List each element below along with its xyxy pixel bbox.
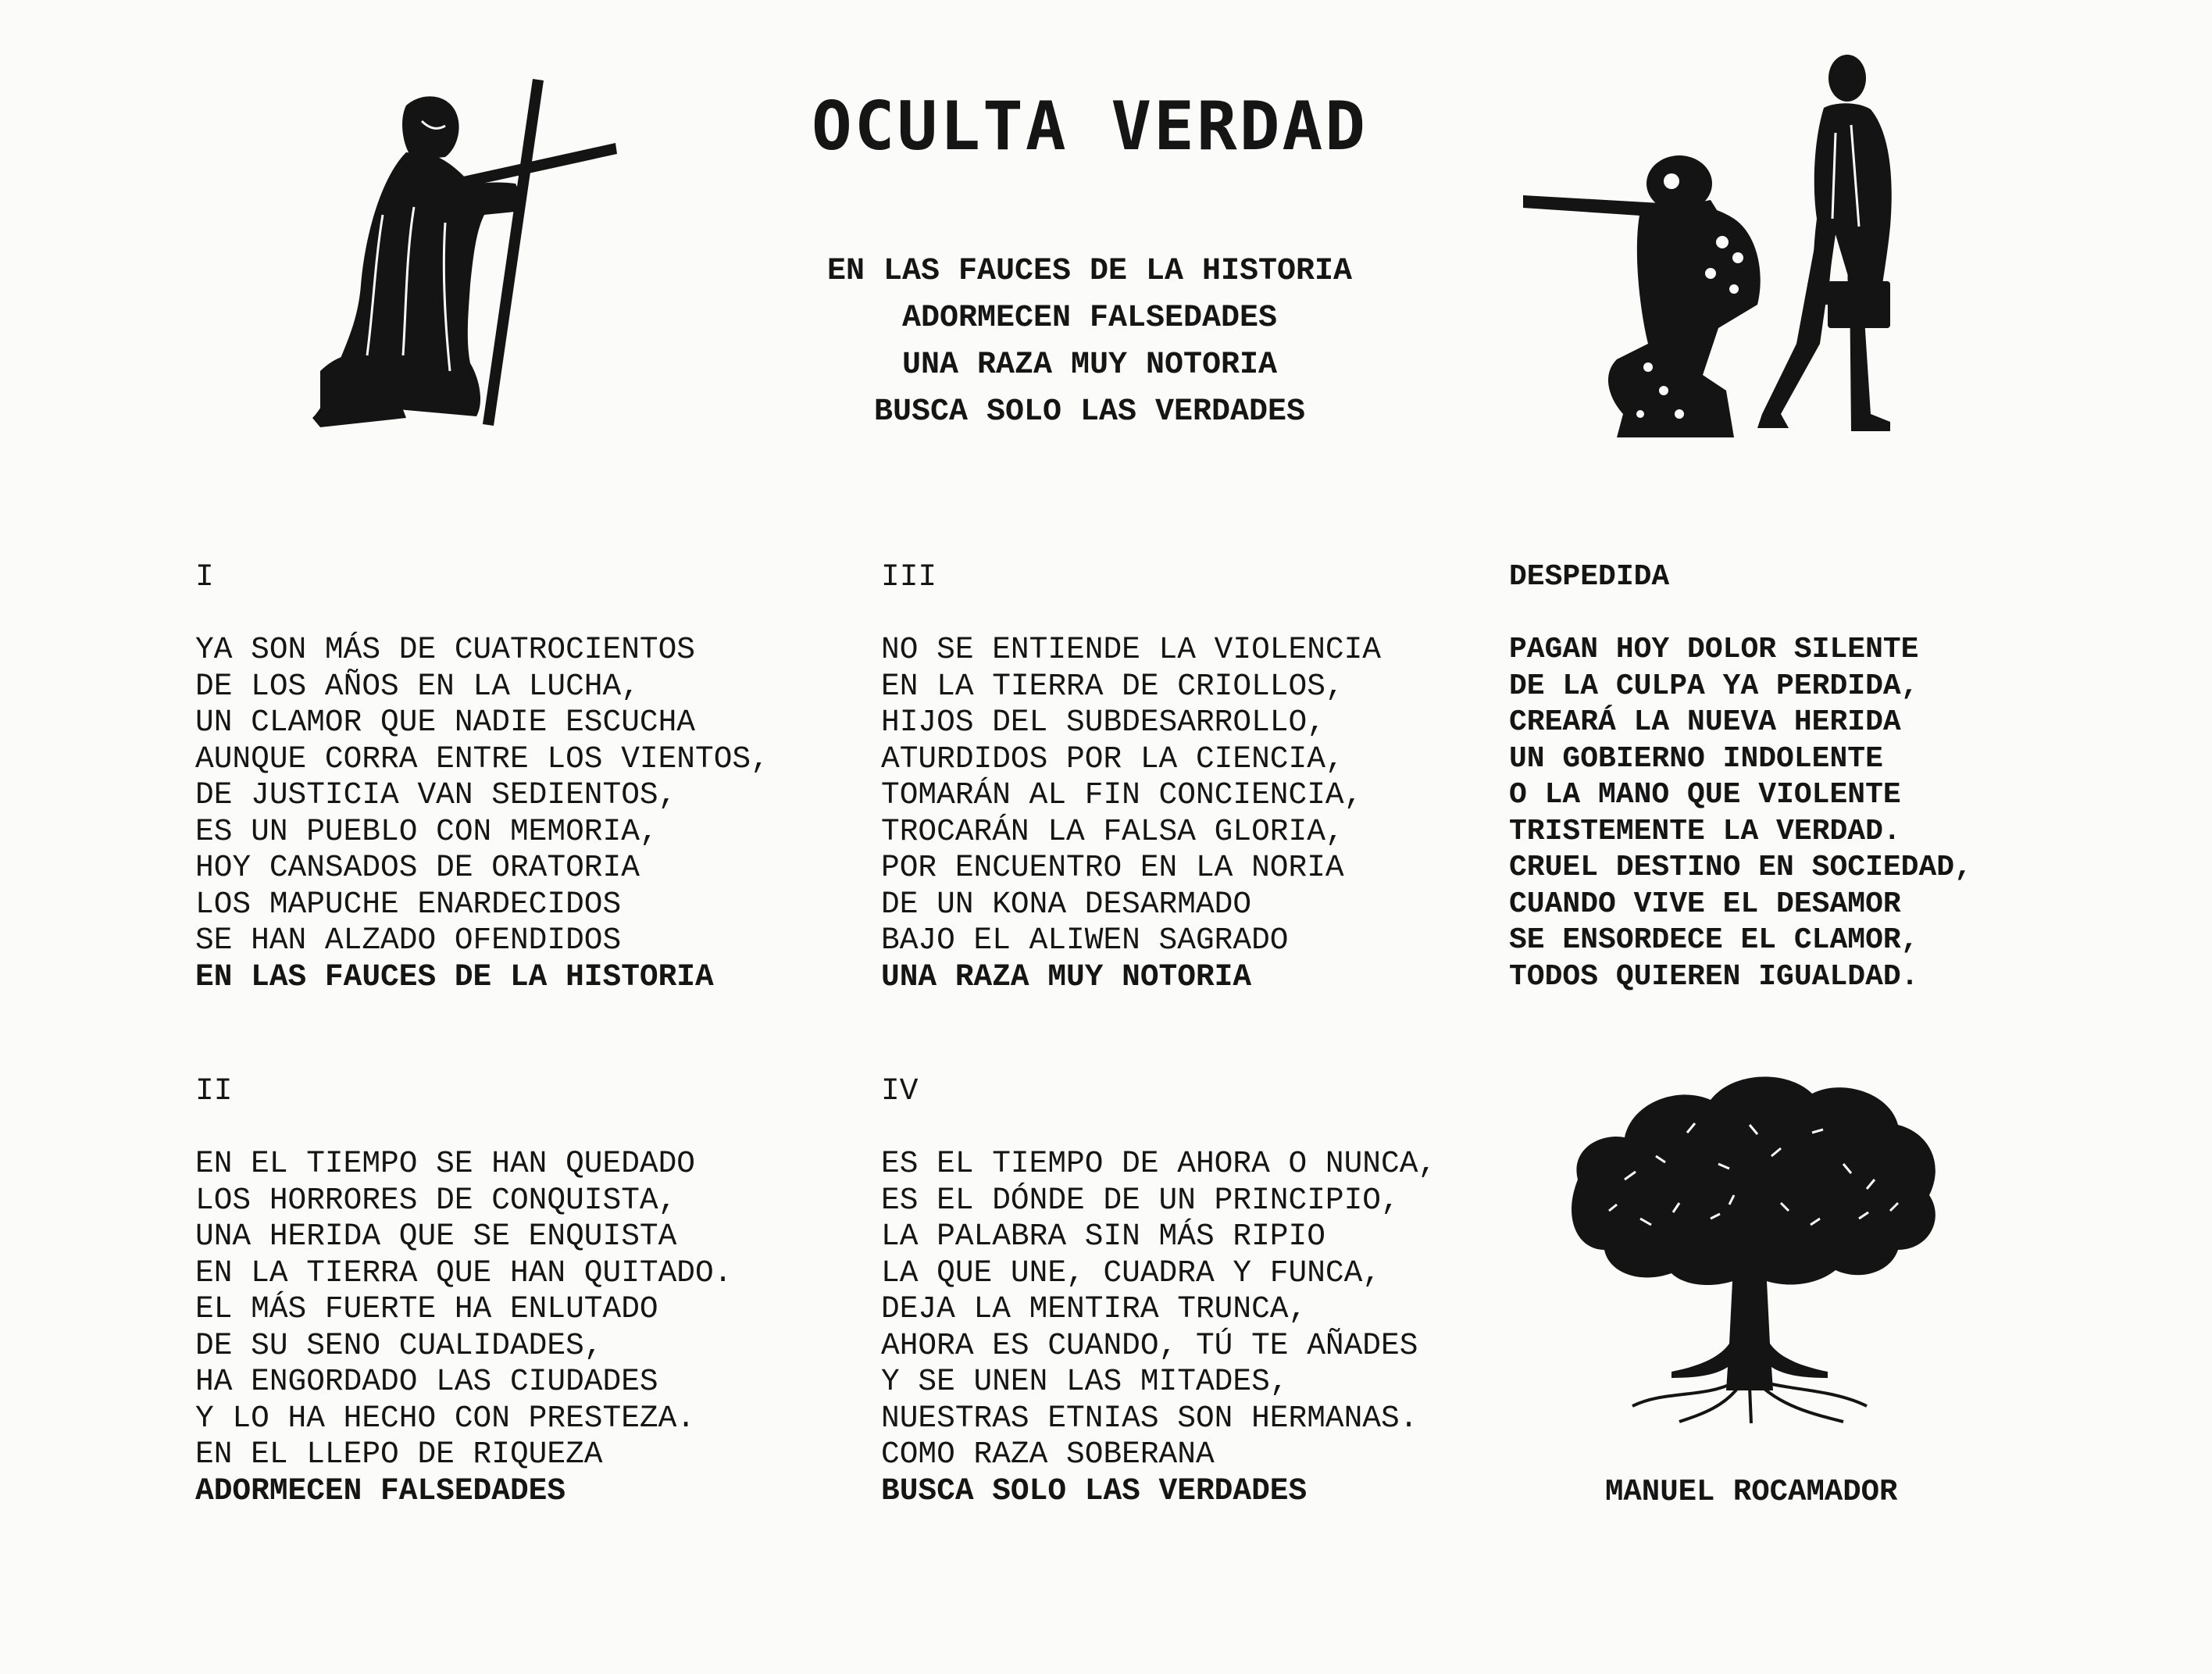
verse-line: NUESTRAS ETNIAS SON HERMANAS. <box>881 1400 1418 1436</box>
stanza-iii <box>881 559 1381 995</box>
verse-line: UN GOBIERNO INDOLENTE <box>1509 741 1883 776</box>
verse-line: EN EL LLEPO DE RIQUEZA <box>195 1437 603 1472</box>
refrain-line: BUSCA SOLO LAS VERDADES <box>881 1472 1308 1508</box>
verse-line: BAJO EL ALIWEN SAGRADO <box>881 923 1289 958</box>
verse-line: AUNQUE CORRA ENTRE LOS VIENTOS, <box>195 741 769 776</box>
verse-line: DEJA LA MENTIRA TRUNCA, <box>881 1291 1308 1326</box>
stanza-title: DESPEDIDA <box>1509 560 1670 594</box>
refrain-line: EN LAS FAUCES DE LA HISTORIA <box>195 958 714 994</box>
stanza-title: II <box>195 1073 233 1108</box>
verse-line: O LA MANO QUE VIOLENTE <box>1509 778 1901 812</box>
verse-line: ES EL TIEMPO DE AHORA O NUNCA, <box>881 1146 1437 1181</box>
verse-line: ES EL DÓNDE DE UN PRINCIPIO, <box>881 1182 1400 1218</box>
stanza-iv <box>881 1073 1436 1509</box>
verse-line: DE LA CULPA YA PERDIDA, <box>1509 669 1919 703</box>
verse-line: POR ENCUENTRO EN LA NORIA <box>881 850 1344 885</box>
verse-line: LOS HORRORES DE CONQUISTA, <box>195 1182 677 1218</box>
verse-line: COMO RAZA SOBERANA <box>881 1437 1215 1472</box>
stanza-title: III <box>881 559 937 594</box>
author-signature: MANUEL ROCAMADOR <box>1605 1475 1898 1509</box>
intro-line: EN LAS FAUCES DE LA HISTORIA <box>826 254 1353 289</box>
verse-line: ES UN PUEBLO CON MEMORIA, <box>195 813 658 849</box>
poem-title: OCULTA VERDAD <box>811 87 1368 166</box>
verse-line: LA PALABRA SIN MÁS RIPIO <box>881 1219 1325 1254</box>
verse-line: NO SE ENTIENDE LA VIOLENCIA <box>881 632 1382 667</box>
verse-line: LOS MAPUCHE ENARDECIDOS <box>195 886 622 922</box>
refrain-line: ADORMECEN FALSEDADES <box>195 1472 566 1508</box>
verse-line: PAGAN HOY DOLOR SILENTE <box>1509 633 1919 666</box>
verse-line: DE UN KONA DESARMADO <box>881 886 1252 922</box>
soldier-and-businessman-icon <box>1523 47 1929 445</box>
verse-line: DE LOS AÑOS EN LA LUCHA, <box>195 668 640 704</box>
verse-line: TOMARÁN AL FIN CONCIENCIA, <box>881 777 1363 812</box>
verse-line: YA SON MÁS DE CUATROCIENTOS <box>195 632 696 667</box>
verse-line: TRISTEMENTE LA VERDAD. <box>1509 814 1901 848</box>
verse-line: Y LO HA HECHO CON PRESTEZA. <box>195 1400 696 1436</box>
verse-line: EN LA TIERRA QUE HAN QUITADO. <box>195 1255 733 1290</box>
verse-line: CRUEL DESTINO EN SOCIEDAD, <box>1509 851 1972 884</box>
verse-line: SE ENSORDECE EL CLAMOR, <box>1509 923 1919 957</box>
verse-line: CREARÁ LA NUEVA HERIDA <box>1509 705 1901 739</box>
verse-line: HIJOS DEL SUBDESARROLLO, <box>881 705 1325 740</box>
verse-line: EN EL TIEMPO SE HAN QUEDADO <box>195 1146 696 1181</box>
intro-line: UNA RAZA MUY NOTORIA <box>901 348 1278 383</box>
intro-line: ADORMECEN FALSEDADES <box>901 301 1278 336</box>
verse-line: LA QUE UNE, CUADRA Y FUNCA, <box>881 1255 1382 1290</box>
verse-line: TROCARÁN LA FALSA GLORIA, <box>881 813 1344 849</box>
verse-line: EL MÁS FUERTE HA ENLUTADO <box>195 1291 658 1326</box>
stanza-despedida <box>1509 559 1972 995</box>
intro-quatrain <box>758 248 1422 436</box>
verse-line: UNA HERIDA QUE SE ENQUISTA <box>195 1219 677 1254</box>
verse-line: SE HAN ALZADO OFENDIDOS <box>195 923 622 958</box>
verse-line: HA ENGORDADO LAS CIUDADES <box>195 1364 658 1399</box>
verse-line: HOY CANSADOS DE ORATORIA <box>195 850 640 885</box>
stanza-title: I <box>195 559 214 594</box>
verse-line: TODOS QUIEREN IGUALDAD. <box>1509 959 1919 994</box>
verse-line: Y SE UNEN LAS MITADES, <box>881 1364 1289 1399</box>
verse-line: DE JUSTICIA VAN SEDIENTOS, <box>195 777 677 812</box>
refrain-line: UNA RAZA MUY NOTORIA <box>881 958 1252 994</box>
verse-line: DE SU SENO CUALIDADES, <box>195 1327 603 1363</box>
verse-line: CUANDO VIVE EL DESAMOR <box>1509 887 1901 921</box>
verse-line: UN CLAMOR QUE NADIE ESCUCHA <box>195 705 696 740</box>
verse-line: EN LA TIERRA DE CRIOLLOS, <box>881 668 1344 704</box>
tree-icon <box>1547 1062 1953 1430</box>
stanza-title: IV <box>881 1073 919 1108</box>
intro-line: BUSCA SOLO LAS VERDADES <box>873 394 1306 430</box>
stanza-i <box>195 559 769 995</box>
verse-line: AHORA ES CUANDO, TÚ TE AÑADES <box>881 1327 1418 1363</box>
verse-line: ATURDIDOS POR LA CIENCIA, <box>881 741 1344 776</box>
stanza-ii <box>195 1073 732 1509</box>
kneeling-monk-with-cross-icon <box>289 74 633 434</box>
